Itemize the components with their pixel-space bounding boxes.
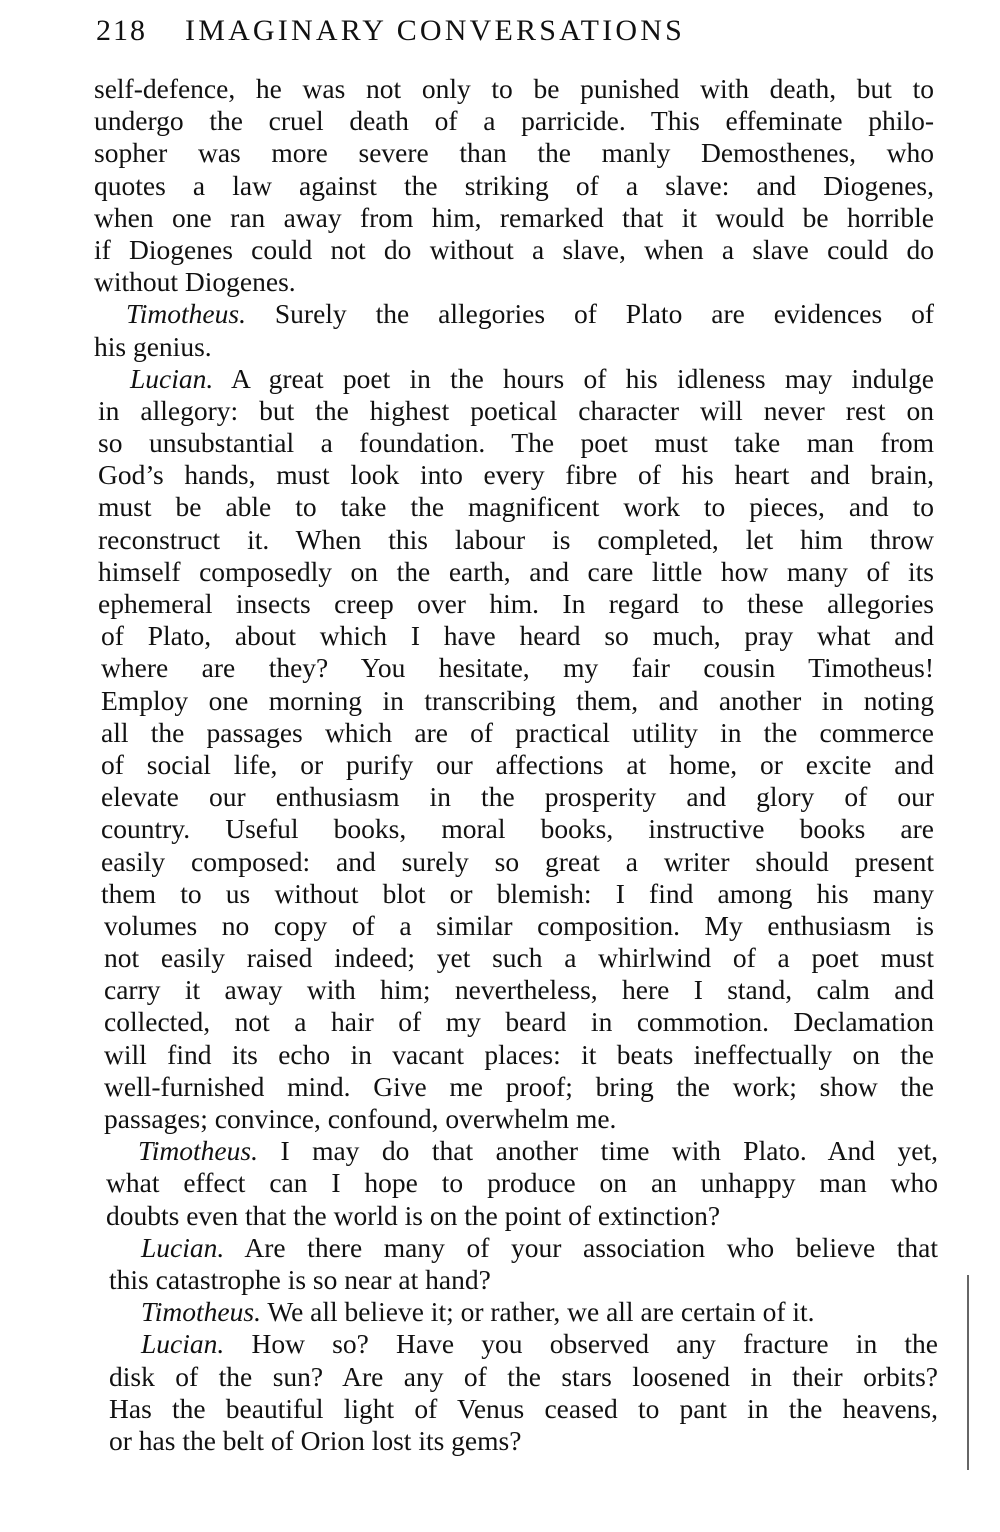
line-text: I may do that another time with Plato. And yet, xyxy=(257,1135,938,1167)
speaker-name: Lucian. xyxy=(141,1231,225,1263)
line-text: quotes a law against the striking of a slave: and Diogenes, xyxy=(94,169,934,201)
text-line xyxy=(109,1361,938,1393)
text-line xyxy=(94,73,934,105)
text-line xyxy=(98,491,934,523)
line-text: where are they? You hesitate, my fair cousin Timotheus! xyxy=(101,652,934,684)
line-text: We all believe it; or rather, we all are certain of it. xyxy=(260,1296,815,1328)
line-text: Surely the allegories of Plato are evidences of xyxy=(245,298,934,330)
text-line xyxy=(101,749,934,781)
speaker-name: Timotheus. xyxy=(138,1135,258,1167)
line-text: How so? Have you observed any fracture in the xyxy=(224,1328,938,1360)
line-text: Are there many of your association who believe that xyxy=(224,1231,938,1263)
text-line xyxy=(98,556,934,588)
speaker-name: Lucian. xyxy=(130,362,214,394)
line-text: not easily raised indeed; yet such a whirlwind of a poet must xyxy=(104,942,934,974)
line-text: of Plato, about which I have heard so much, pray what and xyxy=(101,620,934,652)
page-number: 218 xyxy=(96,14,147,47)
line-text: collected, not a hair of my beard in commotion. Declamation xyxy=(104,1006,934,1038)
text-line xyxy=(98,395,934,427)
text-line xyxy=(98,459,934,491)
line-text: doubts even that the world is on the point of extinction? xyxy=(106,1199,721,1231)
line-text: when one ran away from him, remarked that it would be horrible xyxy=(94,201,934,233)
text-line xyxy=(101,717,934,749)
line-text: carry it away with him; nevertheless, here I stand, calm and xyxy=(104,974,934,1006)
text-line xyxy=(101,781,934,813)
text-line xyxy=(98,588,934,620)
text-line xyxy=(109,1328,938,1360)
text-line xyxy=(98,363,934,395)
line-text: what effect can I hope to produce on an unhappy man who xyxy=(106,1167,938,1199)
line-text: must be able to take the magnificent work to pieces, and to xyxy=(98,491,934,523)
line-text: easily composed: and surely so great a writer should present xyxy=(101,845,934,877)
text-line xyxy=(106,1167,938,1199)
text-line xyxy=(109,1393,938,1425)
line-text: them to us without blot or blemish: I find among his many xyxy=(101,877,934,909)
text-line xyxy=(101,878,934,910)
text-line xyxy=(109,1296,938,1328)
text-line xyxy=(101,620,934,652)
line-text: undergo the cruel death of a parricide. This effeminate philo- xyxy=(94,105,934,137)
line-text: this catastrophe is so near at hand? xyxy=(109,1263,491,1295)
text-line xyxy=(101,685,934,717)
line-text: God’s hands, must look into every fibre of his heart and brain, xyxy=(98,459,934,491)
text-line xyxy=(104,974,934,1006)
text-line xyxy=(109,1232,938,1264)
text-line xyxy=(94,202,934,234)
text-line xyxy=(94,331,934,363)
line-text: elevate our enthusiasm in the prosperity and glory of our xyxy=(101,781,934,813)
line-text: in allegory: but the highest poetical character will never rest on xyxy=(98,394,934,426)
text-line xyxy=(101,652,934,684)
speaker-name: Timotheus. xyxy=(141,1296,261,1328)
text-line xyxy=(94,170,934,202)
running-head xyxy=(96,14,916,54)
text-line xyxy=(94,234,934,266)
text-line xyxy=(94,298,934,330)
line-text: well-furnished mind. Give me proof; bring the work; show the xyxy=(104,1070,934,1102)
line-text: of social life, or purify our affections at home, or excite and xyxy=(101,748,934,780)
line-text: passages; convince, confound, overwhelm me. xyxy=(104,1103,617,1134)
line-text: sopher was more severe than the manly Demosthenes, who xyxy=(94,137,934,169)
line-text: volumes no copy of a similar composition. My enthusiasm is xyxy=(104,909,934,941)
book-title: IMAGINARY CONVERSATIONS xyxy=(185,14,686,47)
text-line xyxy=(106,1200,938,1232)
line-text: will find its echo in vacant places: it beats ineffectually on the xyxy=(104,1038,934,1070)
text-line xyxy=(101,846,934,878)
text-line xyxy=(104,1039,934,1071)
speaker-name: Lucian. xyxy=(141,1328,225,1360)
text-line xyxy=(106,1135,938,1167)
line-text: self-defence, he was not only to be punished with death, but to xyxy=(94,73,934,104)
text-line xyxy=(94,105,934,137)
line-text: disk of the sun? Are any of the stars loosened in their orbits? xyxy=(109,1360,938,1392)
text-line xyxy=(104,1071,934,1103)
text-line xyxy=(109,1264,938,1296)
text-line xyxy=(104,1103,934,1135)
line-text: Has the beautiful light of Venus ceased to pant in the heavens, xyxy=(109,1392,938,1424)
line-text: so unsubstantial a foundation. The poet must take man from xyxy=(98,427,934,459)
line-text: all the passages which are of practical utility in the commerce xyxy=(101,716,934,748)
line-text: himself composedly on the earth, and care little how many of its xyxy=(98,555,934,587)
line-text: A great poet in the hours of his idleness may indulge xyxy=(213,362,934,394)
line-text: or has the belt of Orion lost its gems? xyxy=(109,1424,522,1456)
line-text: ephemeral insects creep over him. In regard to these allegories xyxy=(98,588,934,619)
line-text: country. Useful books, moral books, instructive books are xyxy=(101,813,934,845)
text-line xyxy=(94,266,934,298)
text-line xyxy=(98,427,934,459)
text-line xyxy=(104,910,934,942)
line-text: if Diogenes could not do without a slave, when a slave could do xyxy=(94,233,934,265)
margin-rule xyxy=(967,1275,969,1470)
text-line xyxy=(94,137,934,169)
text-line xyxy=(104,1006,934,1038)
line-text: Employ one morning in transcribing them, and another in noting xyxy=(101,684,934,716)
text-line xyxy=(104,942,934,974)
line-text: his genius. xyxy=(94,330,212,362)
text-line xyxy=(98,524,934,556)
text-line xyxy=(109,1425,938,1457)
line-text: reconstruct it. When this labour is completed, let him throw xyxy=(98,523,934,555)
body-text xyxy=(94,73,938,1457)
line-text: without Diogenes. xyxy=(94,266,296,298)
text-line xyxy=(101,813,934,845)
speaker-name: Timotheus. xyxy=(126,298,246,330)
